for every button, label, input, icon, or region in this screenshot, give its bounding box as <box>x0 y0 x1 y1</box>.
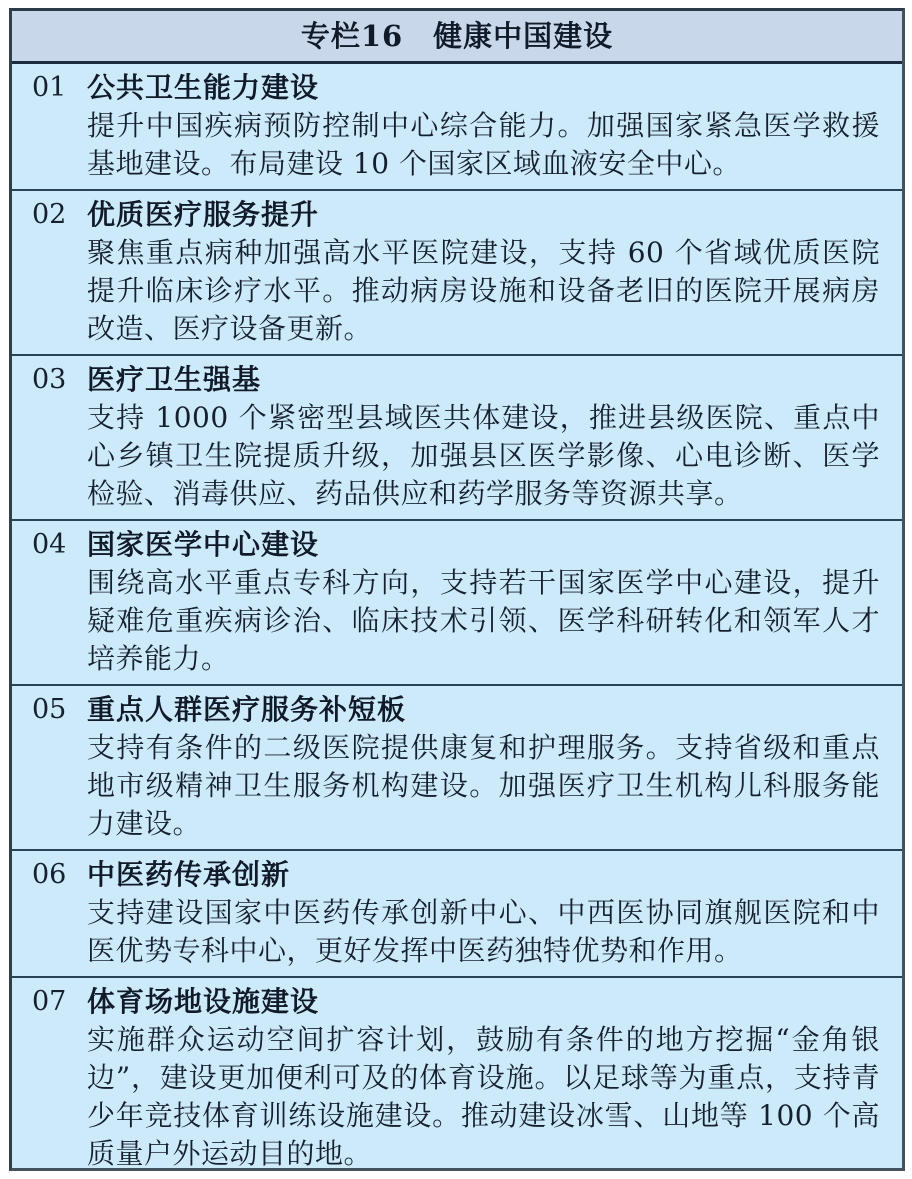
section-content <box>87 691 880 843</box>
section-body: 提升中国疾病预防控制中心综合能力。加强国家紧急医学救援基地建设。布局建设 10 个国家区域血液安全中心。 <box>87 109 880 180</box>
section-title: 体育场地设施建设 <box>87 985 320 1018</box>
section-05 <box>12 686 902 851</box>
section-body: 支持有条件的二级医院提供康复和护理服务。支持省级和重点地市级精神卫生服务机构建设。加强医疗卫生机构儿科服务能力建设。 <box>87 731 880 840</box>
section-04 <box>12 521 902 686</box>
section-number: 02 <box>32 199 67 230</box>
panel-title: 专栏16 健康中国建设 <box>12 11 902 64</box>
section-body: 支持建设国家中医药传承创新中心、中西医协同旗舰医院和中医优势专科中心，更好发挥中医药独特优势和作用。 <box>87 896 880 967</box>
section-number: 05 <box>32 694 67 725</box>
section-body: 支持 1000 个紧密型县域医共体建设，推进县级医院、重点中心乡镇卫生院提质升级，加强县区医学影像、心电诊断、医学检验、消毒供应、药品供应和药学服务等资源共享。 <box>87 401 880 510</box>
section-number: 06 <box>32 859 67 890</box>
section-06 <box>12 851 902 978</box>
section-content <box>87 196 880 348</box>
section-07 <box>12 978 902 1179</box>
section-title: 重点人群医疗服务补短板 <box>87 693 407 726</box>
section-content <box>87 856 880 970</box>
section-title: 医疗卫生强基 <box>87 363 262 396</box>
section-content <box>87 69 880 183</box>
section-body: 聚焦重点病种加强高水平医院建设，支持 60 个省域优质医院提升临床诊疗水平。推动病房设施和设备老旧的医院开展病房改造、医疗设备更新。 <box>87 236 880 345</box>
section-title: 优质医疗服务提升 <box>87 198 320 231</box>
section-number: 04 <box>32 529 67 560</box>
section-content <box>87 983 880 1173</box>
section-title: 国家医学中心建设 <box>87 528 320 561</box>
section-02 <box>12 191 902 356</box>
section-title: 公共卫生能力建设 <box>87 71 320 104</box>
section-content <box>87 361 880 513</box>
section-number: 07 <box>32 986 67 1017</box>
section-01 <box>12 64 902 191</box>
section-number: 01 <box>32 72 67 103</box>
section-title: 中医药传承创新 <box>87 858 291 891</box>
section-03 <box>12 356 902 521</box>
section-content <box>87 526 880 678</box>
section-number: 03 <box>32 364 67 395</box>
section-body: 围绕高水平重点专科方向，支持若干国家医学中心建设，提升疑难危重疾病诊治、临床技术引领、医学科研转化和领军人才培养能力。 <box>87 566 880 675</box>
box-panel <box>9 8 905 1171</box>
section-body: 实施群众运动空间扩容计划，鼓励有条件的地方挖掘“金角银边”，建设更加便利可及的体育设施。以足球等为重点，支持青少年竞技体育训练设施建设。推动建设冰雪、山地等 100 个高质量户外运动目的地。 <box>87 1023 880 1170</box>
